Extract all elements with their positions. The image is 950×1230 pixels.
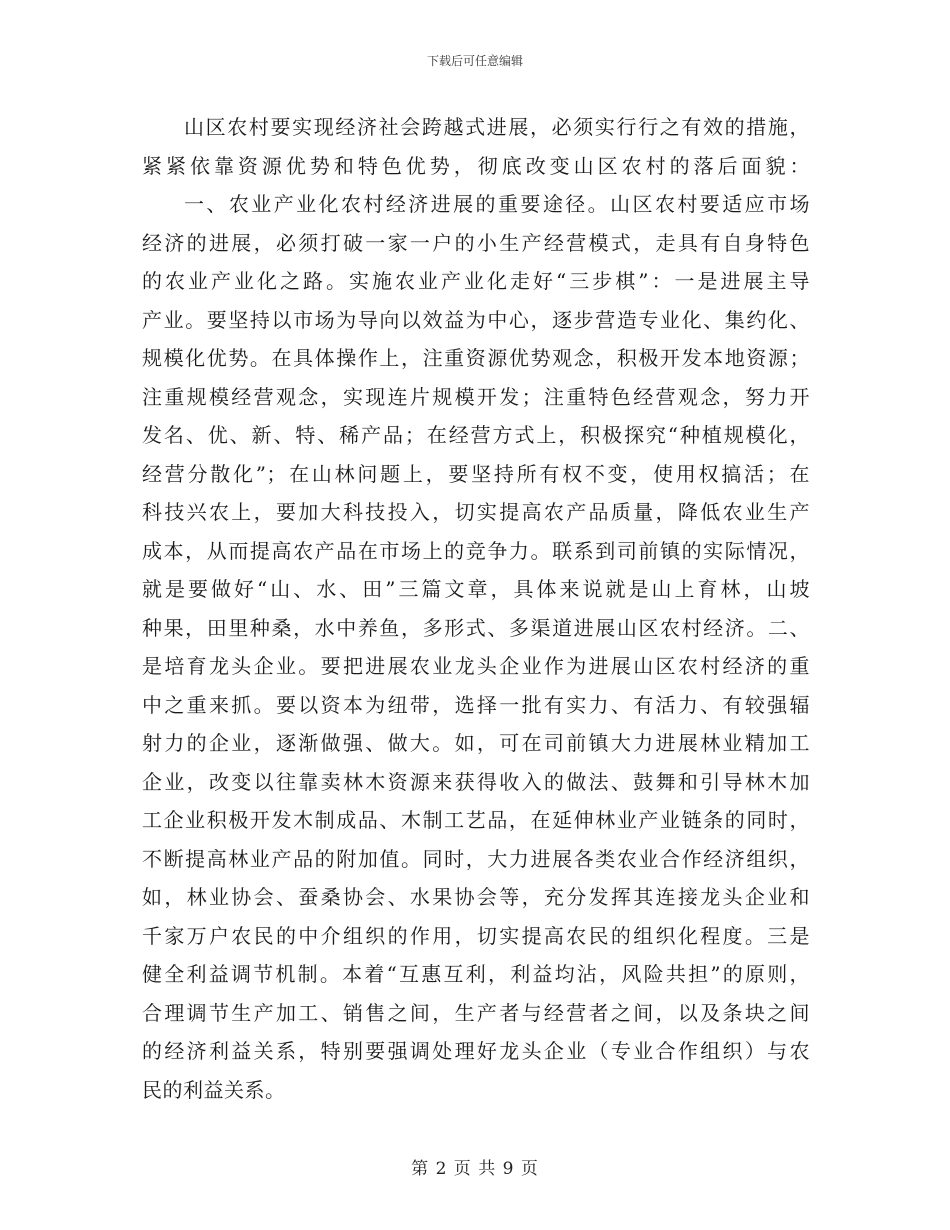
paragraph-line: 经济的进展，必须打破一家一户的小生产经营模式，走具有自身特色 xyxy=(142,230,810,255)
paragraph-line: 经营分散化”；在山林问题上，要坚持所有权不变，使用权搞活；在 xyxy=(142,461,810,486)
page-header: 下载后可任意编辑 xyxy=(426,54,523,68)
paragraph-line: 的农业产业化之路。实施农业产业化走好“三步棋”：一是进展主导 xyxy=(142,269,810,293)
paragraph-line: 健全利益调节机制。本着“互惠互利，利益均沾，风险共担”的原则， xyxy=(142,962,810,986)
paragraph-line: 的经济利益关系，特别要强调处理好龙头企业（专业合作组织）与农 xyxy=(142,1039,810,1063)
paragraph-line: 成本，从而提高农产品在市场上的竞争力。联系到司前镇的实际情况， xyxy=(142,538,810,563)
paragraph-line: 一、农业产业化农村经济进展的重要途径。山区农村要适应市场 xyxy=(184,192,810,216)
paragraph-line: 不断提高林业产品的附加值。同时，大力进展各类农业合作经济组织， xyxy=(142,846,810,871)
paragraph-line: 山区农村要实现经济社会跨越式进展，必须实行行之有效的措施， xyxy=(184,115,810,139)
paragraph-line: 如，林业协会、蚕桑协会、水果协会等，充分发挥其连接龙头企业和 xyxy=(142,885,810,909)
paragraph-line: 规模化优势。在具体操作上，注重资源优势观念，积极开发本地资源； xyxy=(142,346,810,370)
paragraph-line: 是培育龙头企业。要把进展农业龙头企业作为进展山区农村经济的重 xyxy=(142,654,810,678)
paragraph-line: 工企业积极开发木制成品、木制工艺品，在延伸林业产业链条的同时， xyxy=(142,808,810,832)
paragraph-line: 种果，田里种桑，水中养鱼，多形式、多渠道进展山区农村经济。二、 xyxy=(142,615,810,640)
paragraph-line: 中之重来抓。要以资本为纽带，选择一批有实力、有活力、有较强辐 xyxy=(142,692,810,717)
paragraph-line: 产业。要坚持以市场为导向以效益为中心，逐步营造专业化、集约化、 xyxy=(142,307,810,332)
paragraph-line: 紧紧依靠资源优势和特色优势，彻底改变山区农村的落后面貌： xyxy=(142,153,810,178)
paragraph-line: 就是要做好“山、水、田”三篇文章，具体来说就是山上育林，山坡 xyxy=(142,577,810,601)
page-footer: 第 2 页 共 9 页 xyxy=(411,1159,539,1179)
paragraph-line: 企业，改变以往靠卖林木资源来获得收入的做法、鼓舞和引导林木加 xyxy=(142,769,810,794)
paragraph-line: 注重规模经营观念，实现连片规模开发；注重特色经营观念，努力开 xyxy=(142,384,810,409)
paragraph-line: 合理调节生产加工、销售之间，生产者与经营者之间，以及条块之间 xyxy=(142,1000,810,1025)
paragraph-line: 发名、优、新、特、稀产品；在经营方式上，积极探究“种植规模化， xyxy=(142,423,810,447)
paragraph-line: 千家万户农民的中介组织的作用，切实提高农民的组织化程度。三是 xyxy=(142,923,810,948)
paragraph-line: 射力的企业，逐渐做强、做大。如，可在司前镇大力进展林业精加工 xyxy=(142,731,810,755)
document-body xyxy=(142,108,810,1109)
paragraph-line: 科技兴农上，要加大科技投入，切实提高农产品质量，降低农业生产 xyxy=(142,500,810,524)
paragraph-line: 民的利益关系。 xyxy=(142,1077,286,1102)
